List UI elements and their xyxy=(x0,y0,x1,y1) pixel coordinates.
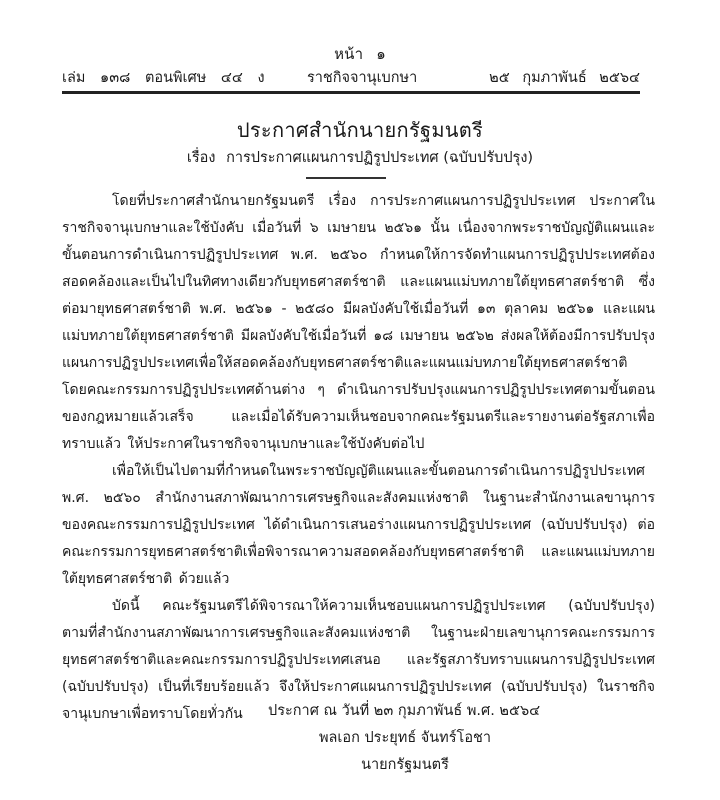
signature-block xyxy=(250,698,560,779)
announced-date: ประกาศ ณ วันที่ ๒๓ กุมภาพันธ์ พ.ศ. ๒๕๖๔ xyxy=(268,703,541,719)
section-label: ตอนพิเศษ xyxy=(144,70,207,86)
gazette-date xyxy=(481,66,640,89)
title-divider xyxy=(306,177,386,179)
volume-label: เล่ม xyxy=(62,70,86,86)
body-paragraph-1: โดยที่ประกาศสำนักนายกรัฐมนตรี เรื่อง การประกาศแผนการปฏิรูปประเทศ ประกาศในราชกิจจานุเบกษาและใช้บังคับ เมื่อวันที่ ๖ เมษายน ๒๕๖๑ นั้น เนื่องจากพระราชบัญญัติแผนและขั้นตอนการดำเนินการปฏิรูปประเทศ พ.ศ. ๒๕๖๐ กำหนดให้การจัดทำแผนการปฏิรูปประเทศต้องสอดคล้องและเป็นไปในทิศทางเดียวกับยุทธศาสตร์ชาติ และแผนแม่บทภายใต้ยุทธศาสตร์ชาติ ซึ่งต่อมายุทธศาสตร์ชาติ พ.ศ. ๒๕๖๑ - ๒๕๘๐ มีผลบังคับใช้เมื่อวันที่ ๑๓ ตุลาคม ๒๕๖๑ และแผนแม่บทภายใต้ยุทธศาสตร์ชาติ มีผลบังคับใช้เมื่อวันที่ ๑๘ เมษายน ๒๕๖๒ ส่งผลให้ต้องมีการปรับปรุงแผนการปฏิรูปประเทศเพื่อให้สอดคล้องกับยุทธศาสตร์ชาติและแผนแม่บทภายใต้ยุทธศาสตร์ชาติ โดยคณะกรรมการปฏิรูปประเทศด้านต่าง ๆ ดำเนินการปรับปรุงแผนการปฏิรูปประเทศตามขั้นตอนของกฎหมายแล้วเสร็จ และเมื่อได้รับความเห็นชอบจากคณะรัฐมนตรีและรายงานต่อรัฐสภาเพื่อทราบแล้ว ให้ประกาศในราชกิจจานุเบกษาและใช้บังคับต่อไป xyxy=(62,193,655,452)
subject-label: เรื่อง xyxy=(186,150,216,166)
date-year: ๒๕๖๔ xyxy=(599,70,640,86)
document-title: ประกาศสำนักนายกรัฐมนตรี xyxy=(236,118,484,142)
signatory-name: พลเอก ประยุทธ์ จันทร์โอชา xyxy=(318,730,492,746)
document-body xyxy=(62,188,655,728)
date-day: ๒๕ xyxy=(489,70,510,86)
volume-number: ๑๓๘ xyxy=(100,70,131,86)
gazette-header xyxy=(62,66,640,88)
page-label: หน้า xyxy=(334,45,364,63)
page-number xyxy=(0,42,720,66)
subject-text: การประกาศแผนการปฏิรูปประเทศ (ฉบับปรับปรุง) xyxy=(226,150,534,166)
gazette-volume-info xyxy=(62,66,275,89)
document-subject xyxy=(0,146,720,169)
date-month: กุมภาพันธ์ xyxy=(522,70,587,86)
page-number-value: ๑ xyxy=(376,45,386,63)
body-paragraph-3: บัดนี้ คณะรัฐมนตรีได้พิจารณาให้ความเห็นชอบแผนการปฏิรูปประเทศ (ฉบับปรับปรุง) ตามที่สำนักงานสภาพัฒนาการเศรษฐกิจและสังคมแห่งชาติ ในฐานะฝ่ายเลขานุการคณะกรรมการยุทธศาสตร์ชาติและคณะกรรมการปฏิรูปประเทศเสนอ และรัฐสภารับทราบแผนการปฏิรูปประเทศ (ฉบับปรับปรุง) เป็นที่เรียบร้อยแล้ว จึงให้ประกาศแผนการปฏิรูปประเทศ (ฉบับปรับปรุง) ในราชกิจจานุเบกษาเพื่อทราบโดยทั่วกัน xyxy=(62,598,655,722)
section-letter: ง xyxy=(257,70,265,86)
signatory-position: นายกรัฐมนตรี xyxy=(361,757,449,773)
header-divider xyxy=(62,91,640,94)
publication-name: ราชกิจจานุเบกษา xyxy=(307,70,418,86)
body-paragraph-2: เพื่อให้เป็นไปตามที่กำหนดในพระราชบัญญัติแผนและขั้นตอนการดำเนินการปฏิรูปประเทศ พ.ศ. ๒๕๖๐ สำนักงานสภาพัฒนาการเศรษฐกิจและสังคมแห่งชาติ ในฐานะสำนักงานเลขานุการของคณะกรรมการปฏิรูปประเทศ ได้ดำเนินการเสนอร่างแผนการปฏิรูปประเทศ (ฉบับปรับปรุง) ต่อคณะกรรมการยุทธศาสตร์ชาติเพื่อพิจารณาความสอดคล้องกับยุทธศาสตร์ชาติ และแผนแม่บทภายใต้ยุทธศาสตร์ชาติ ด้วยแล้ว xyxy=(62,463,655,587)
section-number: ๔๔ xyxy=(220,70,243,86)
